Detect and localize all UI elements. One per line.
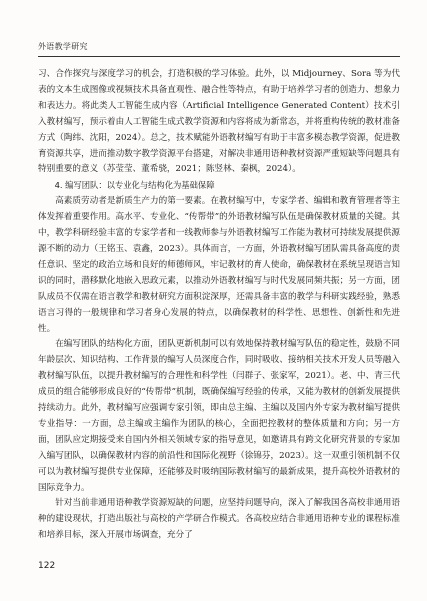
section-heading: 4. 编写团队：以专业化与结构化为基础保障 xyxy=(54,180,215,191)
paragraph: 在编写团队的结构化方面，团队更新机制可以有效地保持教材编写队伍的稳定性，鼓励不同年龄层次、知识结构、工作背景的编写人员深度合作，同时吸收、接纳相关技术开发人员等融入教材编写队伍，以提升教材编写的合理性和科学性（闫群子、张家军，2021）。老、中、青三代成员的组合能够形成良好的“传帮带”机制，既确保编写经验的传承，又能为教材的创新发展提供持续动力。此外，教材编写应强调专家引领，即由总主编、主编以及国内外专家为教材编写提供专业指导：一方面，总主编或主编作为团队的核心，全面把控教材的整体质量和方向；另一方面，团队应定期接受来自国内外相关领域专家的指导意见，如邀请具有跨文化研究背景的专家加入编写团队，以确保教材内容的前沿性和国际化视野（徐锦芬，2023）。这一双重引领机制不仅可以为教材编写提供专业保障，还能够及时吸纳国际教材编写的最新成果，提升高校外语教材的国际竞争力。 xyxy=(38,339,400,493)
header-rule xyxy=(38,56,400,57)
paragraph: 习、合作探究与深度学习的机会，打造积极的学习体验。此外，以 Midjourney、Sora 等为代表的文本生成图像或视频技术具备直观性、融合性等特点，有助于培养学习者的创造力、想象力和表达力。将此类人工智能生成内容（Artificial Intelligence Generated Content）技术引入教材编写，预示着由人工智能生成式教学资源和内容将成为新常态，并将重构传统的教材准备方式（陶纬、沈阳，2024）。总之，技术赋能外语教材编写有助于丰富多模态教学资源，促进教育资源共享，进而推动数字教学资源平台搭建，对解决非通用语种教材资源严重短缺等问题具有特别重要的意义（苏莹莹、董希骁，2021；陈竖林、秦枫，2024）。 xyxy=(38,69,400,175)
running-header: 外语教学研究 xyxy=(38,42,88,51)
paragraph: 针对当前非通用语种教学资源短缺的问题，应坚持问题导向，深入了解我国各高校非通用语种的建设现状，打造出版社与高校的产学研合作模式。各高校应结合非通用语种专业的课程标准和培养目标，深入开展市场调查，充分了 xyxy=(38,498,400,541)
body-text xyxy=(38,67,400,544)
paragraph: 高素质劳动者是新质生产力的第一要素。在教材编写中，专家学者、编辑和教育管理者等主体发挥着重要作用。高水平、专业化、“传帮带”的外语教材编写队伍是确保教材质量的关键。其中，教学科研经验丰富的专家学者和一线教师参与外语教材编写工作能为教材可持续发展提供源源不断的动力（王铭玉、袁鑫，2023）。具体而言，一方面，外语教材编写团队需具备高度的责任意识、坚定的政治立场和良好的师德师风，牢记教材的育人使命，确保教材在系统呈现语言知识的同时，潜移默化地嵌入思政元素，以推动外语教材编写与时代发展同频共振；另一方面，团队成员不仅需在语言教学和教材研究方面积淀深厚，还需具备丰富的教学与科研实践经验，熟悉语言习得的一般规律和学习者身心发展的特点，以确保教材的科学性、思想性、创新性和先进性。 xyxy=(38,196,400,334)
page-number: 122 xyxy=(38,561,56,571)
